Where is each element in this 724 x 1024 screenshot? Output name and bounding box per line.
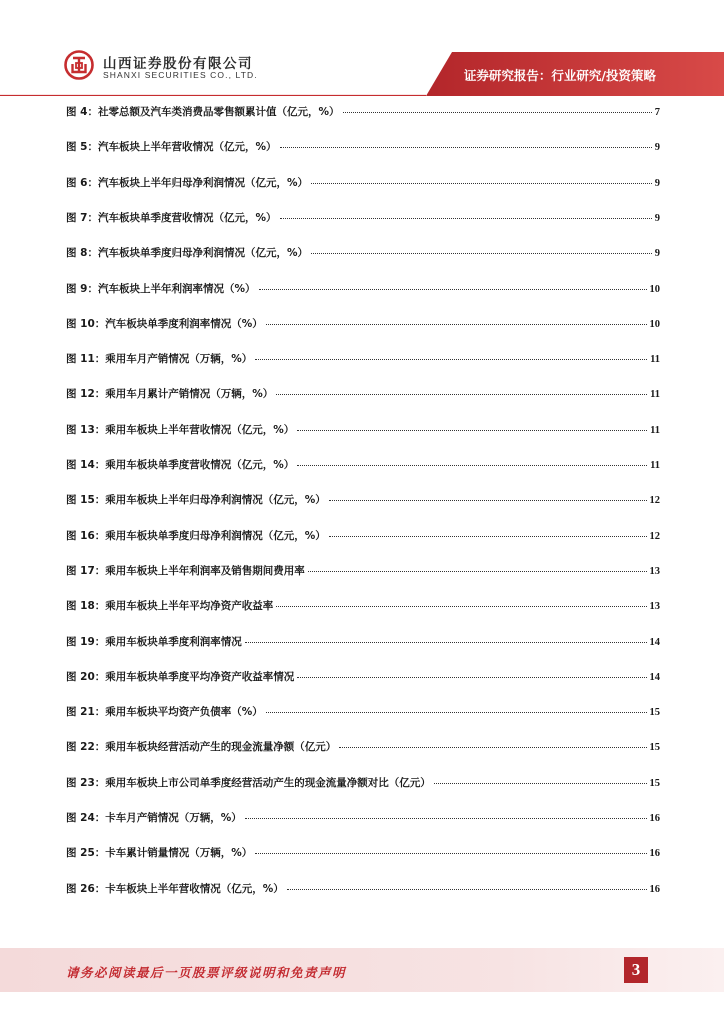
toc-entry[interactable] — [66, 845, 660, 863]
toc-figure-title: 乘用车板块上半年营收情况（亿元，%） — [105, 423, 295, 436]
toc-page-number: 13 — [649, 601, 660, 613]
toc-dot-leader — [434, 774, 647, 784]
toc-entry[interactable] — [66, 528, 660, 546]
toc-figure-title: 乘用车板块上半年利润率及销售期间费用率 — [105, 564, 305, 577]
toc-entry[interactable] — [66, 422, 660, 440]
toc-page-number: 10 — [649, 283, 660, 295]
toc-entry[interactable] — [66, 104, 660, 122]
toc-figure-label: 图 14： — [66, 459, 106, 471]
toc-entry[interactable] — [66, 210, 660, 228]
toc-figure-label: 图 16： — [66, 529, 106, 542]
toc-figure-label: 图 19： — [66, 635, 106, 648]
toc-entry[interactable] — [66, 316, 660, 334]
toc-dot-leader — [276, 385, 647, 395]
toc-page-number: 14 — [649, 636, 660, 648]
toc-figure-title: 汽车板块上半年利润率情况（%） — [97, 282, 256, 295]
toc-figure-title: 乘用车板块单季度平均净资产收益率情况 — [105, 670, 295, 683]
toc-page-number: 9 — [654, 142, 660, 154]
toc-entry[interactable] — [66, 669, 660, 687]
toc-figure-title: 乘用车月累计产销情况（万辆，%） — [105, 388, 274, 401]
toc-dot-leader — [245, 809, 647, 819]
page-header — [0, 0, 724, 96]
toc-dot-leader — [266, 703, 647, 713]
toc-figure-title: 乘用车板块上半年平均净资产收益率 — [105, 600, 274, 613]
toc-entry[interactable] — [66, 281, 660, 299]
toc-figure-label: 图 23： — [66, 776, 106, 789]
toc-figure-title: 卡车累计销量情况（万辆，%） — [105, 847, 253, 860]
toc-figure-label: 图 9： — [66, 282, 98, 295]
toc-dot-leader — [297, 421, 647, 431]
toc-dot-leader — [297, 668, 646, 678]
toc-entry[interactable] — [66, 739, 660, 757]
toc-dot-leader — [255, 844, 646, 854]
toc-page-number: 11 — [650, 354, 660, 366]
toc-page-number: 12 — [649, 530, 660, 542]
toc-figure-title: 卡车月产销情况（万辆，%） — [105, 812, 242, 824]
toc-entry[interactable] — [66, 563, 660, 581]
toc-dot-leader — [245, 633, 647, 643]
toc-page-number: 15 — [649, 707, 660, 719]
toc-page-number: 11 — [650, 389, 660, 401]
toc-entry[interactable] — [66, 704, 660, 722]
toc-figure-title: 汽车板块单季度归母净利润情况（亿元，%） — [97, 247, 308, 260]
shanxi-securities-logo-icon — [64, 50, 94, 80]
toc-page-number: 16 — [649, 848, 660, 860]
toc-figure-title: 汽车板块上半年归母净利润情况（亿元，%） — [97, 176, 308, 189]
toc-page-number: 7 — [654, 107, 660, 118]
toc-entry[interactable] — [66, 634, 660, 652]
toc-figure-title: 乘用车板块单季度利润率情况 — [105, 635, 242, 648]
toc-figure-title: 乘用车月产销情况（万辆，%） — [105, 353, 253, 366]
page-number: 3 — [624, 957, 648, 983]
toc-figure-label: 图 25： — [66, 847, 106, 860]
toc-figure-label: 图 6： — [66, 176, 98, 189]
toc-page-number: 15 — [649, 777, 660, 789]
toc-figure-title: 乘用车板块单季度营收情况（亿元，%） — [105, 459, 295, 471]
company-name-en: SHANXI SECURITIES CO., LTD. — [103, 70, 258, 80]
toc-figure-label: 图 4： — [66, 106, 98, 118]
toc-page-number: 10 — [649, 318, 660, 330]
toc-figure-title: 社零总额及汽车类消费品零售额累计值（亿元，%） — [97, 106, 340, 118]
toc-page-number: 9 — [654, 248, 660, 260]
toc-page-number: 9 — [654, 212, 660, 224]
report-type: 证券研究报告：行业研究/投资策略 — [463, 68, 656, 83]
toc-figure-title: 乘用车板块单季度归母净利润情况（亿元，%） — [105, 529, 326, 542]
toc-figure-label: 图 13： — [66, 423, 106, 436]
toc-dot-leader — [311, 174, 652, 184]
toc-dot-leader — [266, 315, 647, 325]
toc-page-number: 16 — [649, 813, 660, 824]
toc-figure-title: 汽车板块上半年营收情况（亿元，%） — [97, 141, 277, 154]
toc-figure-label: 图 18： — [66, 600, 106, 613]
toc-figure-label: 图 20： — [66, 670, 106, 683]
toc-entry[interactable] — [66, 351, 660, 369]
toc-dot-leader — [276, 597, 646, 607]
toc-figure-label: 图 8： — [66, 247, 98, 260]
toc-entry[interactable] — [66, 386, 660, 404]
page-footer — [0, 948, 724, 992]
toc-dot-leader — [297, 456, 647, 466]
toc-entry[interactable] — [66, 245, 660, 263]
toc-dot-leader — [343, 103, 652, 113]
company-name-cn: 山西证券股份有限公司 — [103, 56, 253, 72]
toc-figure-title: 乘用车板块上市公司单季度经营活动产生的现金流量净额对比（亿元） — [105, 776, 431, 789]
toc-figure-title: 汽车板块单季度利润率情况（%） — [105, 317, 263, 330]
toc-figure-label: 图 7： — [66, 211, 98, 224]
toc-figure-title: 汽车板块单季度营收情况（亿元，%） — [97, 211, 277, 224]
toc-figure-label: 图 15： — [66, 494, 106, 507]
toc-dot-leader — [255, 350, 647, 360]
toc-figure-label: 图 24： — [66, 812, 106, 824]
toc-figure-label: 图 12： — [66, 388, 106, 401]
toc-page-number: 14 — [649, 671, 660, 683]
toc-figure-title: 卡车板块上半年营收情况（亿元，%） — [105, 882, 284, 895]
toc-figure-label: 图 17： — [66, 564, 106, 577]
toc-page-number: 11 — [650, 460, 660, 471]
toc-page-number: 12 — [649, 495, 660, 507]
toc-entry[interactable] — [66, 492, 660, 510]
toc-figure-title: 乘用车板块上半年归母净利润情况（亿元，%） — [105, 494, 326, 507]
toc-figure-label: 图 10： — [66, 317, 106, 330]
toc-entry[interactable] — [66, 175, 660, 193]
toc-figure-title: 乘用车板块经营活动产生的现金流量净额（亿元） — [105, 741, 337, 754]
toc-figure-label: 图 5： — [66, 141, 98, 154]
toc-page-number: 11 — [650, 424, 660, 436]
toc-entry[interactable] — [66, 598, 660, 616]
toc-dot-leader — [280, 209, 652, 219]
toc-dot-leader — [280, 138, 652, 148]
toc-dot-leader — [339, 738, 646, 748]
toc-dot-leader — [259, 280, 647, 290]
toc-page-number: 16 — [649, 883, 660, 895]
toc-entry[interactable] — [66, 457, 660, 475]
toc-figure-title: 乘用车板块平均资产负债率（%） — [105, 706, 263, 719]
toc-entry[interactable] — [66, 810, 660, 828]
toc-page-number: 13 — [649, 565, 660, 577]
toc-figure-label: 图 21： — [66, 706, 106, 719]
toc-page-number: 9 — [654, 177, 660, 189]
toc-figure-label: 图 22： — [66, 741, 106, 754]
toc-entry[interactable] — [66, 881, 660, 899]
toc-dot-leader — [287, 880, 647, 890]
toc-figure-label: 图 11： — [66, 353, 106, 366]
toc-dot-leader — [308, 562, 647, 572]
disclaimer-note: 请务必阅读最后一页股票评级说明和免责声明 — [66, 965, 347, 980]
toc-page-number: 15 — [649, 742, 660, 754]
toc-dot-leader — [329, 527, 647, 537]
toc-entry[interactable] — [66, 775, 660, 793]
toc-dot-leader — [329, 491, 647, 501]
toc-entry[interactable] — [66, 139, 660, 157]
toc-figure-label: 图 26： — [66, 882, 106, 895]
toc-dot-leader — [311, 244, 652, 254]
